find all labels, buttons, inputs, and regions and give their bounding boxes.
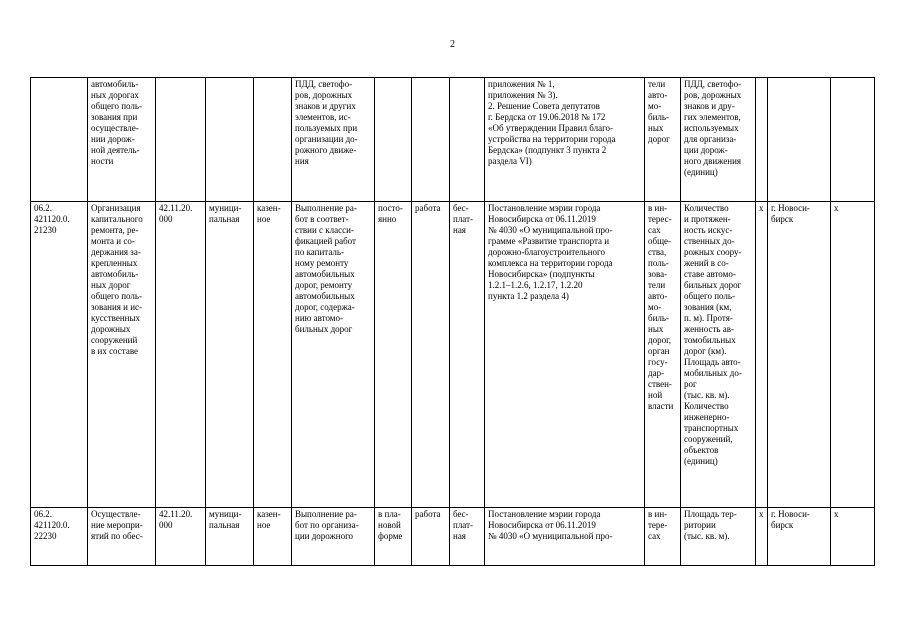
- cell-text-line: Количество: [684, 401, 729, 411]
- cell-text-line: бильных дорог: [295, 324, 353, 334]
- cell-text-line: обще-: [648, 236, 672, 246]
- cell-registry-code: [31, 202, 88, 508]
- cell-text-line: транспортных: [684, 423, 739, 433]
- cell-text-line: приложения № 3).: [488, 90, 558, 100]
- cell-text-line: новой: [378, 520, 401, 530]
- cell-text-line: сооружений,: [684, 434, 733, 444]
- cell-text-line: ствен-: [648, 379, 672, 389]
- cell-text-line: 1.2.1–1.2.6, 1.2.17, 1.2.20: [488, 280, 583, 290]
- cell-text-line: дорог,: [648, 335, 672, 345]
- cell-payment-type: [450, 78, 485, 202]
- cell-text-line: ства,: [648, 247, 667, 257]
- cell-institution-kind: [254, 202, 292, 508]
- cell-text-line: осуществле-: [91, 123, 139, 133]
- cell-text-line: ной: [648, 390, 663, 400]
- cell-text-line: в ин-: [648, 203, 668, 213]
- cell-service-content: [292, 202, 375, 508]
- cell-text-line: авто-: [648, 291, 668, 301]
- cell-text-line: ных дорог: [91, 280, 131, 290]
- cell-text-line: власти: [648, 401, 674, 411]
- cell-text-line: рожного движе-: [295, 145, 357, 155]
- cell-text-line: плат-: [453, 214, 473, 224]
- cell-text-line: нии дорож-: [91, 134, 135, 144]
- cell-text-line: 000: [159, 520, 173, 530]
- cell-text-line: ная: [453, 531, 466, 541]
- cell-text-line: бес-: [453, 509, 469, 519]
- cell-text-line: фикацией работ: [295, 236, 356, 246]
- cell-text-line: ных: [648, 123, 664, 133]
- cell-text-line: кусственных: [91, 313, 141, 323]
- cell-text-line: бирск: [771, 520, 794, 530]
- cell-text-line: 06.2.: [34, 509, 52, 519]
- cell-service-content: [292, 78, 375, 202]
- cell-text-line: муници-: [209, 203, 242, 213]
- cell-institution-type: [206, 508, 254, 566]
- cell-text-line: 42.11.20.: [159, 203, 193, 213]
- cell-text-line: (единиц): [684, 456, 718, 466]
- cell-text-line: Новосибирска от 06.11.2019: [488, 214, 596, 224]
- cell-text-line: работа: [415, 203, 441, 213]
- cell-extra-mark: [831, 78, 875, 202]
- cell-text-line: для организа-: [684, 134, 737, 144]
- cell-text-line: ПДД, светофо-: [295, 79, 353, 89]
- cell-text-line: янно: [378, 214, 397, 224]
- cell-text-line: рог: [684, 379, 697, 389]
- cell-unit-mark: [756, 78, 768, 202]
- cell-text-line: ность искус-: [684, 225, 733, 235]
- cell-text-line: приложения № 1,: [488, 79, 555, 89]
- cell-location: [768, 508, 831, 566]
- cell-text-line: автомобильных: [295, 269, 355, 279]
- cell-text-line: зования (км,: [684, 302, 732, 312]
- cell-text-line: х: [759, 203, 764, 213]
- cell-text-line: казен-: [257, 509, 281, 519]
- cell-institution-type: [206, 202, 254, 508]
- cell-legal-basis: [485, 508, 645, 566]
- cell-text-line: элементов, ис-: [295, 112, 351, 122]
- cell-text-line: по капиталь-: [295, 247, 345, 257]
- cell-text-line: 06.2.: [34, 203, 52, 213]
- cell-unit-mark: [756, 508, 768, 566]
- cell-text-line: Постановление мэрии города: [488, 203, 601, 213]
- cell-text-line: № 4030 «О муниципальной про-: [488, 531, 613, 541]
- cell-text-line: знаков и других: [295, 101, 356, 111]
- cell-text-line: нию автомо-: [295, 313, 343, 323]
- cell-text-line: ственных до-: [684, 236, 735, 246]
- cell-text-line: 21230: [34, 225, 57, 235]
- cell-text-line: 421120.0.: [34, 520, 70, 530]
- cell-text-line: ния: [295, 156, 309, 166]
- cell-quality-indicator: [681, 78, 756, 202]
- cell-quality-indicator: [681, 508, 756, 566]
- cell-text-line: (единиц): [684, 167, 718, 177]
- cell-text-line: Осуществле-: [91, 509, 141, 519]
- cell-text-line: х: [834, 509, 839, 519]
- cell-text-line: зования и ис-: [91, 302, 143, 312]
- cell-text-line: комплекса на территории города: [488, 258, 613, 268]
- cell-text-line: дорожных: [91, 324, 131, 334]
- cell-service-name: [88, 202, 156, 508]
- cell-text-line: дорог: [648, 134, 670, 144]
- cell-text-line: посто-: [378, 203, 403, 213]
- cell-text-line: ной деятель-: [91, 145, 140, 155]
- cell-text-line: зования при: [91, 112, 138, 122]
- cell-text-line: жений в со-: [684, 258, 729, 268]
- cell-text-line: ПДД, светофо-: [684, 79, 742, 89]
- cell-text-line: работа: [415, 509, 441, 519]
- cell-service-type: [412, 202, 450, 508]
- cell-payment-type: [450, 202, 485, 508]
- cell-institution-type: [206, 78, 254, 202]
- cell-text-line: раздела VI): [488, 156, 532, 166]
- cell-text-line: бирск: [771, 214, 794, 224]
- cell-text-line: Площадь авто-: [684, 357, 741, 367]
- cell-text-line: 2. Решение Совета депутатов: [488, 101, 600, 111]
- cell-text-line: дорожно-благоустроительного: [488, 247, 606, 257]
- cell-text-line: ного движения: [684, 156, 742, 166]
- cell-text-line: крепленных: [91, 258, 138, 268]
- table-row: [31, 508, 875, 566]
- cell-text-line: Бердска» (подпункт 3 пункта 2: [488, 145, 607, 155]
- cell-text-line: держания за-: [91, 247, 141, 257]
- cell-text-line: ров, дорожных: [295, 90, 353, 100]
- cell-consumers: [645, 508, 681, 566]
- cell-text-line: Площадь тер-: [684, 509, 737, 519]
- cell-text-line: в их составе: [91, 346, 139, 356]
- cell-text-line: ции дорож-: [684, 145, 728, 155]
- table-row: [31, 202, 875, 508]
- cell-extra-mark: [831, 202, 875, 508]
- municipal-services-register-table: [30, 77, 875, 566]
- cell-text-line: томобильных: [684, 335, 736, 345]
- cell-text-line: мобильных до-: [684, 368, 742, 378]
- cell-text-line: дорог, содержа-: [295, 302, 355, 312]
- cell-text-line: Постановление мэрии города: [488, 509, 601, 519]
- cell-text-line: сооружений: [91, 335, 138, 345]
- cell-text-line: Новосибирска» (подпункты: [488, 269, 595, 279]
- cell-text-line: Количество: [684, 203, 729, 213]
- cell-text-line: пальная: [209, 214, 240, 224]
- cell-text-line: (тыс. кв. м).: [684, 390, 730, 400]
- cell-text-line: бес-: [453, 203, 469, 213]
- cell-institution-kind: [254, 78, 292, 202]
- cell-text-line: дар-: [648, 368, 665, 378]
- cell-delivery-terms: [375, 78, 412, 202]
- cell-consumers: [645, 78, 681, 202]
- cell-okved-code: [156, 508, 206, 566]
- cell-text-line: общего поль-: [91, 101, 143, 111]
- cell-text-line: знаков и дру-: [684, 101, 735, 111]
- cell-text-line: инженерно-: [684, 412, 730, 422]
- cell-text-line: «Об утверждении Правил благо-: [488, 123, 614, 133]
- cell-text-line: Выполнение ра-: [295, 509, 357, 519]
- cell-text-line: ров, дорожных: [684, 90, 742, 100]
- cell-location: [768, 78, 831, 202]
- cell-text-line: госу-: [648, 357, 668, 367]
- cell-text-line: х: [834, 203, 839, 213]
- cell-text-line: ставе автомо-: [684, 269, 736, 279]
- cell-text-line: капитального: [91, 214, 143, 224]
- cell-payment-type: [450, 508, 485, 566]
- cell-text-line: терес-: [648, 214, 672, 224]
- cell-text-line: биль-: [648, 112, 669, 122]
- cell-quality-indicator: [681, 202, 756, 508]
- cell-text-line: тере-: [648, 520, 668, 530]
- cell-text-line: женность ав-: [684, 324, 734, 334]
- cell-delivery-terms: [375, 202, 412, 508]
- cell-text-line: ствии с класси-: [295, 225, 354, 235]
- cell-text-line: автомобильных: [295, 291, 355, 301]
- cell-text-line: ремонта, ре-: [91, 225, 139, 235]
- cell-service-name: [88, 78, 156, 202]
- cell-text-line: бильных дорог: [684, 280, 742, 290]
- cell-service-name: [88, 508, 156, 566]
- cell-text-line: ных дорогах: [91, 90, 139, 100]
- cell-text-line: казен-: [257, 203, 281, 213]
- cell-text-line: гих элементов,: [684, 112, 741, 122]
- cell-location: [768, 202, 831, 508]
- cell-text-line: Организация: [91, 203, 141, 213]
- cell-service-content: [292, 508, 375, 566]
- cell-institution-kind: [254, 508, 292, 566]
- cell-text-line: 000: [159, 214, 173, 224]
- cell-text-line: ных: [648, 324, 664, 334]
- cell-text-line: п. м). Протя-: [684, 313, 733, 323]
- cell-text-line: Новосибирска от 06.11.2019: [488, 520, 596, 530]
- cell-text-line: г. Новоси-: [771, 203, 810, 213]
- cell-text-line: монта и со-: [91, 236, 135, 246]
- cell-service-type: [412, 78, 450, 202]
- cell-text-line: ции дорожного: [295, 531, 354, 541]
- cell-text-line: 421120.0.: [34, 214, 70, 224]
- cell-text-line: 42.11.20.: [159, 509, 193, 519]
- cell-text-line: х: [759, 509, 764, 519]
- cell-text-line: пункта 1.2 раздела 4): [488, 291, 569, 301]
- cell-unit-mark: [756, 202, 768, 508]
- cell-text-line: рожных соору-: [684, 247, 742, 257]
- cell-text-line: в пла-: [378, 509, 401, 519]
- cell-text-line: используемых: [684, 123, 739, 133]
- cell-text-line: бот в соответ-: [295, 214, 349, 224]
- cell-legal-basis: [485, 78, 645, 202]
- cell-text-line: 22230: [34, 531, 57, 541]
- cell-text-line: ритории: [684, 520, 716, 530]
- cell-text-line: ятий по обес-: [91, 531, 143, 541]
- cell-text-line: сах: [648, 225, 661, 235]
- cell-okved-code: [156, 78, 206, 202]
- cell-text-line: поль-: [648, 258, 669, 268]
- cell-text-line: г. Бердска от 19.06.2018 № 172: [488, 112, 606, 122]
- cell-text-line: объектов: [684, 445, 719, 455]
- cell-text-line: автомобиль-: [91, 269, 139, 279]
- cell-registry-code: [31, 78, 88, 202]
- cell-service-type: [412, 508, 450, 566]
- cell-text-line: дорог, ремонту: [295, 280, 353, 290]
- cell-text-line: (тыс. кв. м).: [684, 531, 730, 541]
- cell-text-line: пользуемых при: [295, 123, 358, 133]
- cell-text-line: и протяжен-: [684, 214, 731, 224]
- cell-legal-basis: [485, 202, 645, 508]
- cell-text-line: организации до-: [295, 134, 358, 144]
- cell-extra-mark: [831, 508, 875, 566]
- cell-text-line: мо-: [648, 101, 662, 111]
- cell-text-line: пальная: [209, 520, 240, 530]
- cell-okved-code: [156, 202, 206, 508]
- cell-text-line: ному ремонту: [295, 258, 349, 268]
- cell-text-line: муници-: [209, 509, 242, 519]
- cell-text-line: № 4030 «О муниципальной про-: [488, 225, 613, 235]
- cell-text-line: тели: [648, 79, 666, 89]
- cell-text-line: общего поль-: [684, 291, 736, 301]
- cell-text-line: грамме «Развитие транспорта и: [488, 236, 610, 246]
- cell-registry-code: [31, 508, 88, 566]
- cell-text-line: общего поль-: [91, 291, 143, 301]
- cell-text-line: ности: [91, 156, 114, 166]
- cell-text-line: орган: [648, 346, 670, 356]
- cell-text-line: зова-: [648, 269, 668, 279]
- cell-text-line: ние меропри-: [91, 520, 143, 530]
- cell-text-line: ное: [257, 214, 271, 224]
- cell-text-line: устройства на территории города: [488, 134, 616, 144]
- cell-text-line: г. Новоси-: [771, 509, 810, 519]
- cell-text-line: тели: [648, 280, 666, 290]
- cell-delivery-terms: [375, 508, 412, 566]
- cell-text-line: плат-: [453, 520, 473, 530]
- cell-text-line: мо-: [648, 302, 662, 312]
- page-number: 2: [450, 39, 455, 50]
- cell-text-line: Выполнение ра-: [295, 203, 357, 213]
- cell-text-line: бот по организа-: [295, 520, 359, 530]
- cell-text-line: биль-: [648, 313, 669, 323]
- cell-consumers: [645, 202, 681, 508]
- cell-text-line: ная: [453, 225, 466, 235]
- table-row: [31, 78, 875, 202]
- cell-text-line: сах: [648, 531, 661, 541]
- cell-text-line: автомобиль-: [91, 79, 139, 89]
- cell-text-line: ное: [257, 520, 271, 530]
- cell-text-line: авто-: [648, 90, 668, 100]
- cell-text-line: дорог (км).: [684, 346, 727, 356]
- cell-text-line: в ин-: [648, 509, 668, 519]
- cell-text-line: форме: [378, 531, 403, 541]
